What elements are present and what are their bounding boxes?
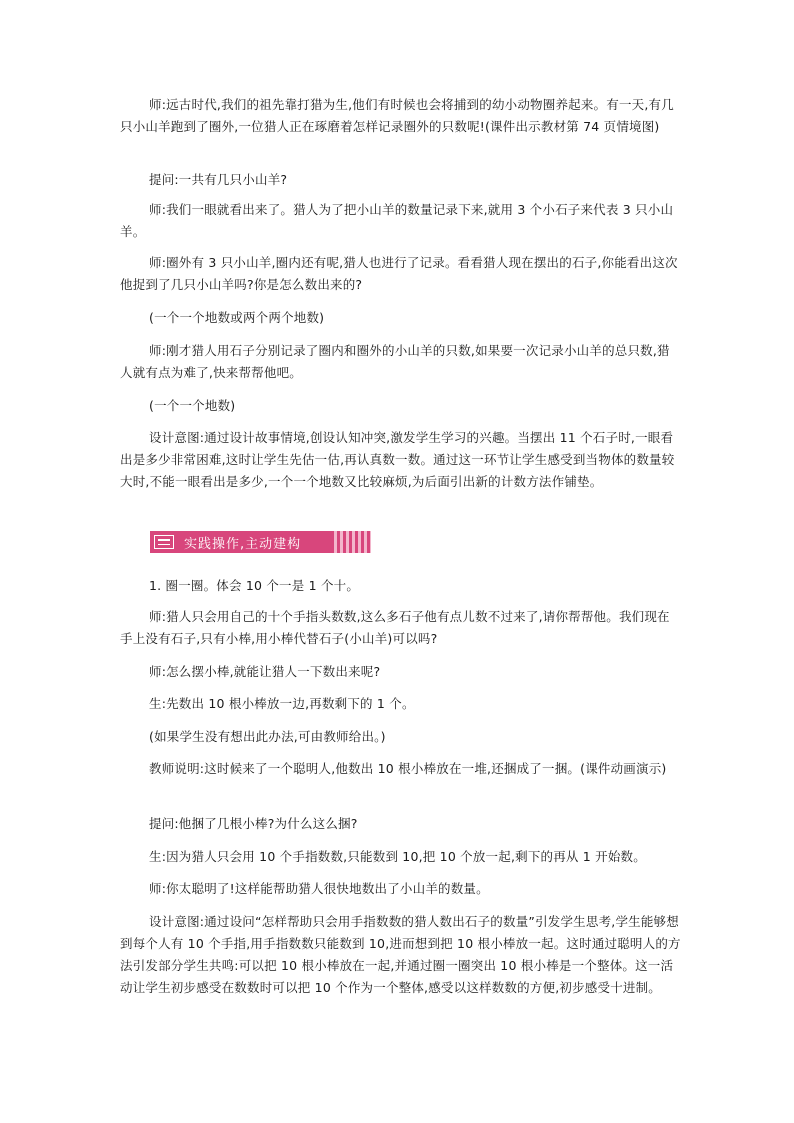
section-number-icon (154, 535, 174, 549)
heading-decoration (331, 531, 371, 553)
paragraph-total-record: 师:刚才猎人用石子分别记录了圈内和圈外的小山羊的只数,如果要一次记录小山羊的总只数,猎人就有点为难了,快来帮帮他吧。 (120, 343, 670, 380)
paragraph-answer-counting: (一个一个地数或两个两个地数) (149, 310, 325, 325)
paragraph-inside-pen: 师:圈外有 3 只小山羊,圈内还有呢,猎人也进行了记录。看看猎人现在摆出的石子,你能看出这次他捉到了几只小山羊吗?你是怎么数出来的? (120, 255, 678, 292)
paragraph-teacher-explain: 教师说明:这时候来了一个聪明人,他数出 10 根小棒放在一堆,还捆成了一捆。(课件动画演示) (149, 761, 667, 776)
section-heading (150, 531, 371, 553)
paragraph-question-bundle: 提问:他捆了几根小棒?为什么这么捆? (149, 816, 358, 831)
paragraph-design-intent-2: 设计意图:通过设问“怎样帮助只会用手指数数的猎人数出石子的数量”引发学生思考,学生能够想到每个人有 10 个手指,用手指数数只能数到 10,进而想到把 10 根小棒放一起。这时通过聪明人的方法引发部分学生共鸣:可以把 10 根小棒放在一起,并通过圈一圈突出 10 根小棒是一个整体。这一活动让学生初步感受在数数时可以把 10 个作为一个整体,感受以这样数数的方便,初步感受十进制。 (120, 914, 681, 995)
paragraph-student-answer: 生:先数出 10 根小棒放一边,再数剩下的 1 个。 (149, 696, 415, 711)
paragraph-answer-one-by-one: (一个一个地数) (149, 398, 236, 413)
section-heading-text: 实践操作,主动建构 (184, 536, 302, 552)
paragraph-student-reason: 生:因为猎人只会用 10 个手指数数,只能数到 10,把 10 个放一起,剩下的再从 1 开始数。 (149, 849, 646, 864)
paragraph-teacher-hint: (如果学生没有想出此办法,可由教师给出。) (149, 729, 386, 744)
paragraph-how-arrange: 师:怎么摆小棒,就能让猎人一下数出来呢? (149, 664, 381, 679)
paragraph-design-intent-1: 设计意图:通过设计故事情境,创设认知冲突,激发学生学习的兴趣。当摆出 11 个石子时,一眼看出是多少非常困难,这时让学生先估一估,再认真数一数。通过这一环节让学生感受到当物体的数量较大时,不能一眼看出是多少,一个一个地数又比较麻烦,为后面引出新的计数方法作铺垫。 (120, 430, 675, 489)
paragraph-activity-title: 1. 圈一圈。体会 10 个一是 1 个十。 (149, 578, 360, 593)
paragraph-hunter-fingers: 师:猎人只会用自己的十个手指头数数,这么多石子他有点儿数不过来了,请你帮帮他。我们现在手上没有石子,只有小棒,用小棒代替石子(小山羊)可以吗? (120, 609, 670, 646)
paragraph-teacher-praise: 师:你太聪明了!这样能帮助猎人很快地数出了小山羊的数量。 (149, 881, 489, 896)
paragraph-question-count: 提问:一共有几只小山羊? (149, 172, 288, 187)
paragraph-story-intro: 师:远古时代,我们的祖先靠打猎为生,他们有时候也会将捕到的幼小动物圈养起来。有一天,有几只小山羊跑到了圈外,一位猎人正在琢磨着怎样记录圈外的只数呢!(课件出示教材第 74 页情境图) (120, 97, 674, 134)
paragraph-stones-record: 师:我们一眼就看出来了。猎人为了把小山羊的数量记录下来,就用 3 个小石子来代表 3 只小山羊。 (120, 202, 674, 239)
